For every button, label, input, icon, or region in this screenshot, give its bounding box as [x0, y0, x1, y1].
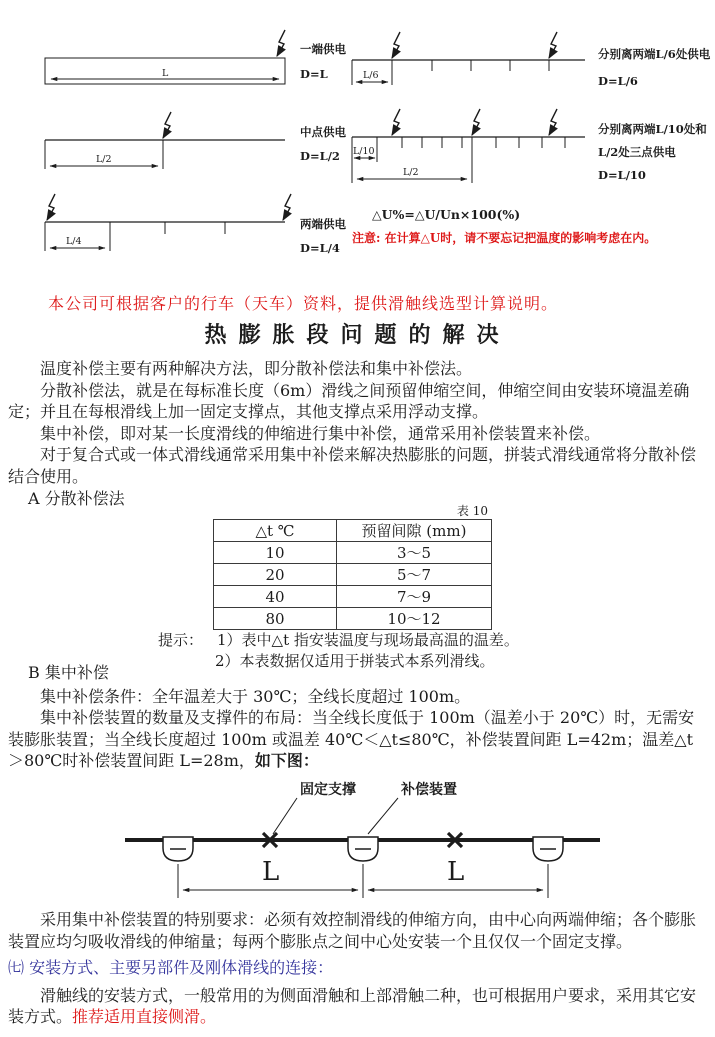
dim-span-1: L	[262, 857, 280, 887]
paragraph: 温度补偿主要有两种解决方法，即分散补偿法和集中补偿法。	[40, 359, 473, 378]
table-row	[214, 542, 492, 564]
paragraph: 分散补偿法，就是在每标准长度（6m）滑线之间预留伸缩空间，伸缩空间由安装环境温差确定；并且在每根滑线上加一固定支撑点，其他支撑点采用浮动支撑。	[8, 380, 690, 421]
section-7-heading: ㈦ 安装方式、主要另部件及刚体滑线的连接：	[8, 958, 334, 977]
cell-gap: 10～12	[337, 608, 492, 630]
label-midpoint-feed: 中点供电	[300, 125, 346, 139]
recommendation-text: 推荐适用直接侧滑。	[72, 1007, 217, 1026]
leader-line	[368, 798, 398, 834]
dim-L4: L/4	[66, 236, 82, 247]
lightning-icon	[472, 109, 480, 135]
lightning-icon	[163, 112, 171, 138]
see-figure-text: 如下图：	[254, 751, 319, 770]
cell-dt: 80	[214, 608, 337, 630]
compensation-device-icon	[533, 837, 563, 861]
diagram-one-end-feed	[45, 30, 346, 84]
tip-line-2: 2）本表数据仅适用于拼装式本系列滑线。	[215, 652, 495, 670]
reserved-gap-table	[213, 519, 492, 630]
dim-L: L	[162, 68, 169, 79]
cell-gap: 5～7	[337, 564, 492, 586]
gap-table-block	[213, 502, 492, 630]
table-row	[214, 586, 492, 608]
cell-dt: 20	[214, 564, 337, 586]
section-a-heading: A 分散补偿法	[28, 489, 125, 508]
lightning-icon	[47, 194, 55, 220]
label-two-end-d: D=L/4	[300, 241, 340, 255]
label-fixed-support: 固定支撑	[300, 782, 356, 798]
label-L6-feed: 分别离两端L/6处供电	[598, 47, 711, 61]
diagram-midpoint-feed	[45, 112, 346, 169]
table-caption: 表 10	[456, 504, 488, 518]
lightning-icon	[392, 32, 400, 58]
cell-gap: 7～9	[337, 586, 492, 608]
tip-label: 提示：	[158, 631, 204, 649]
tip-1-text: 1）表中△t 指安装温度与现场最高温的温差。	[217, 631, 519, 649]
paragraph	[8, 707, 707, 772]
page-title: 热膨胀段问题的解决	[204, 322, 511, 348]
compensation-device-icon	[163, 837, 193, 861]
temperature-note: 注意: 在计算△U时，请不要忘记把温度的影响考虑在内。	[352, 231, 657, 245]
tip-line-1	[158, 630, 519, 651]
feed-arrangement-diagrams	[0, 0, 715, 272]
company-note: 本公司可根据客户的行车（天车）资料，提供滑触线选型计算说明。	[48, 294, 559, 313]
dim-span-2: L	[447, 857, 465, 887]
diagram-two-end-feed	[45, 194, 346, 255]
col-header-gap: 预留间隙 (mm)	[337, 520, 492, 542]
paragraph	[8, 985, 707, 1028]
lightning-icon	[549, 109, 557, 135]
col-header-dt: △t ℃	[214, 520, 337, 542]
label-one-end-d: D=L	[300, 67, 328, 81]
dim-L10: L/10	[353, 146, 375, 157]
diagram-L10-feed	[352, 109, 707, 183]
cell-dt: 40	[214, 586, 337, 608]
intro-paragraphs	[8, 358, 707, 510]
section-b-heading: B 集中补偿	[28, 663, 109, 682]
label-two-end-feed: 两端供电	[300, 217, 346, 231]
label-compensation-device: 补偿装置	[401, 782, 457, 798]
tick-marks	[402, 137, 565, 148]
lightning-icon	[277, 30, 285, 56]
table-row	[214, 608, 492, 630]
compensation-device-icon	[348, 837, 378, 861]
compensation-layout-diagram	[0, 772, 715, 910]
label-L10-d: D=L/10	[598, 168, 646, 182]
layout-rule-text: 集中补偿装置的数量及支撑件的布局：当全线长度低于 100m（温差小于 20℃）时，无需安装膨胀装置；当全线长度超过 100m 或温差 40℃＜△t≤80℃，补偿装置间距 L=42m；温差△t＞80℃时补偿装置间距 L=28m，	[8, 708, 695, 770]
dim-L2b: L/2	[403, 167, 419, 178]
paragraph: 采用集中补偿装置的特别要求：必须有效控制滑线的伸缩方向，由中心向两端伸缩；各个膨胀装置应均匀吸收滑线的伸缩量；每两个膨胀点之间中心处安装一个且仅仅一个固定支撑。	[8, 910, 697, 951]
lightning-icon	[283, 194, 291, 220]
closing-section	[8, 909, 707, 1028]
lightning-icon	[549, 32, 557, 58]
dim-L6: L/6	[363, 70, 379, 81]
cell-gap: 3～5	[337, 542, 492, 564]
dim-L2: L/2	[96, 154, 112, 165]
label-L10-line2: L/2处三点供电	[598, 145, 676, 159]
label-one-end-feed: 一端供电	[300, 42, 346, 56]
section-b	[8, 661, 707, 772]
leader-line	[273, 798, 297, 834]
paragraph: 集中补偿条件：全年温差大于 30℃；全线长度超过 100m。	[40, 686, 471, 706]
diagram-L6-feed	[352, 32, 711, 88]
tick-marks	[432, 60, 549, 71]
tick-marks	[165, 222, 225, 234]
cell-dt: 10	[214, 542, 337, 564]
voltage-drop-formula: △U%=△U/Un×100(%)	[372, 207, 521, 222]
lightning-icon	[392, 109, 400, 135]
table-row	[214, 564, 492, 586]
label-L6-d: D=L/6	[598, 74, 638, 88]
paragraph: 集中补偿，即对某一长度滑线的伸缩进行集中补偿，通常采用补偿装置来补偿。	[40, 423, 601, 443]
label-L10-line1: 分别离两端L/10处和	[598, 122, 707, 136]
label-midpoint-d: D=L/2	[300, 149, 340, 163]
install-method-text: 滑触线的安装方式，一般常用的为侧面滑触和上部滑触二种，也可根据用户要求，采用其它安装方式。	[8, 985, 697, 1026]
paragraph: 对于复合式或一体式滑线通常采用集中补偿来解决热膨胀的问题，拼装式滑线通常将分散补偿结合使用。	[8, 445, 697, 486]
